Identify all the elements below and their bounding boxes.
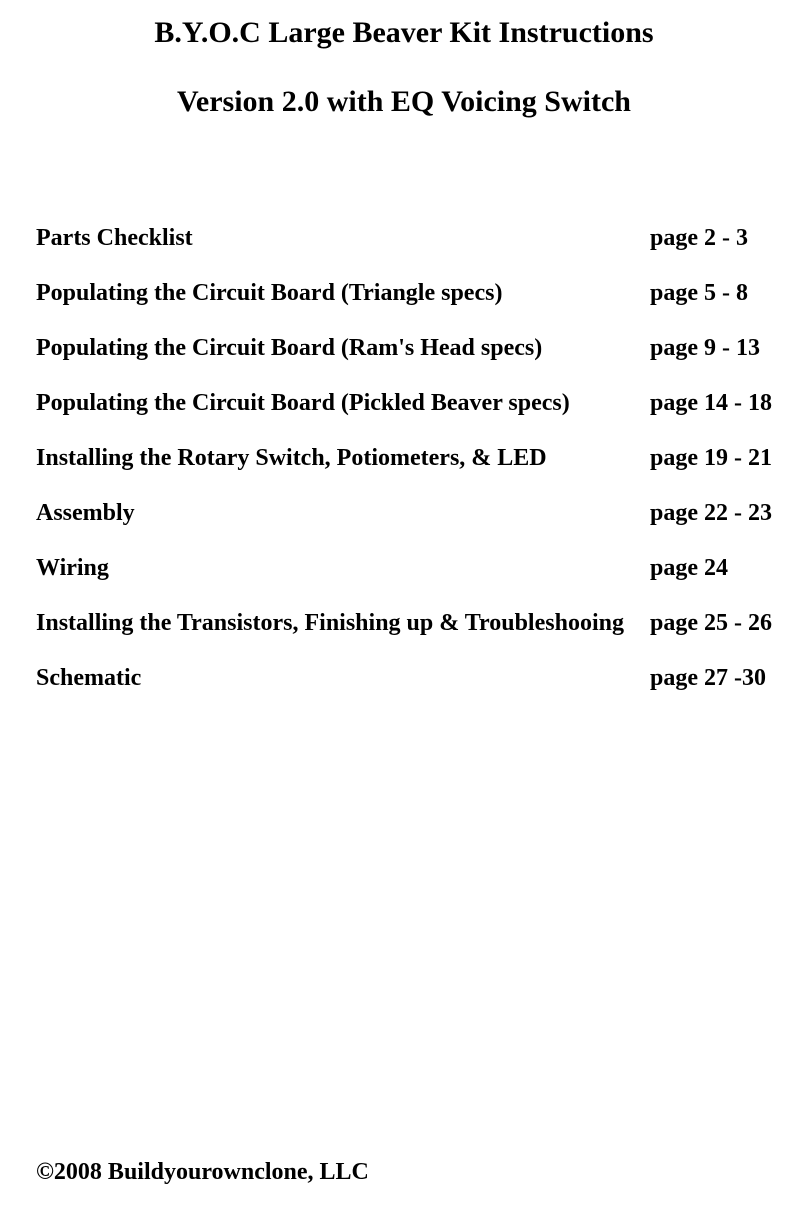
document-subtitle: Version 2.0 with EQ Voicing Switch bbox=[177, 85, 631, 118]
toc-entry-wiring bbox=[36, 552, 796, 607]
toc-entry-label: Populating the Circuit Board (Triangle specs) bbox=[36, 280, 503, 306]
toc-entry-parts-checklist bbox=[36, 222, 796, 277]
toc-entry-pages: page 27 -30 bbox=[650, 665, 766, 691]
toc-entry-label: Installing the Transistors, Finishing up & Troubleshooing bbox=[36, 610, 624, 636]
document-title: B.Y.O.C Large Beaver Kit Instructions bbox=[154, 16, 654, 49]
copyright-footer: ©2008 Buildyourownclone, LLC bbox=[36, 1159, 369, 1185]
toc-entry-rotary-switch bbox=[36, 442, 796, 497]
toc-entry-pages: page 24 bbox=[650, 555, 728, 581]
toc-entry-schematic bbox=[36, 662, 796, 717]
toc-entry-triangle-specs bbox=[36, 277, 796, 332]
toc-entry-pages: page 5 - 8 bbox=[650, 280, 748, 306]
toc-entry-transistors bbox=[36, 607, 796, 662]
toc-entry-label: Parts Checklist bbox=[36, 225, 193, 251]
toc-entry-pickled-beaver-specs bbox=[36, 387, 796, 442]
toc-entry-pages: page 19 - 21 bbox=[650, 445, 772, 471]
table-of-contents bbox=[36, 222, 796, 717]
toc-entry-label: Wiring bbox=[36, 555, 109, 581]
toc-entry-pages: page 25 - 26 bbox=[650, 610, 772, 636]
toc-entry-pages: page 22 - 23 bbox=[650, 500, 772, 526]
toc-entry-pages: page 2 - 3 bbox=[650, 225, 748, 251]
toc-entry-label: Populating the Circuit Board (Ram's Head specs) bbox=[36, 335, 543, 361]
toc-entry-label: Populating the Circuit Board (Pickled Beaver specs) bbox=[36, 390, 570, 416]
toc-entry-assembly bbox=[36, 497, 796, 552]
toc-entry-label: Installing the Rotary Switch, Potiometers, & LED bbox=[36, 445, 547, 471]
toc-entry-pages: page 14 - 18 bbox=[650, 390, 772, 416]
toc-entry-label: Schematic bbox=[36, 665, 142, 691]
toc-entry-rams-head-specs bbox=[36, 332, 796, 387]
toc-entry-pages: page 9 - 13 bbox=[650, 335, 760, 361]
toc-entry-label: Assembly bbox=[36, 500, 135, 526]
